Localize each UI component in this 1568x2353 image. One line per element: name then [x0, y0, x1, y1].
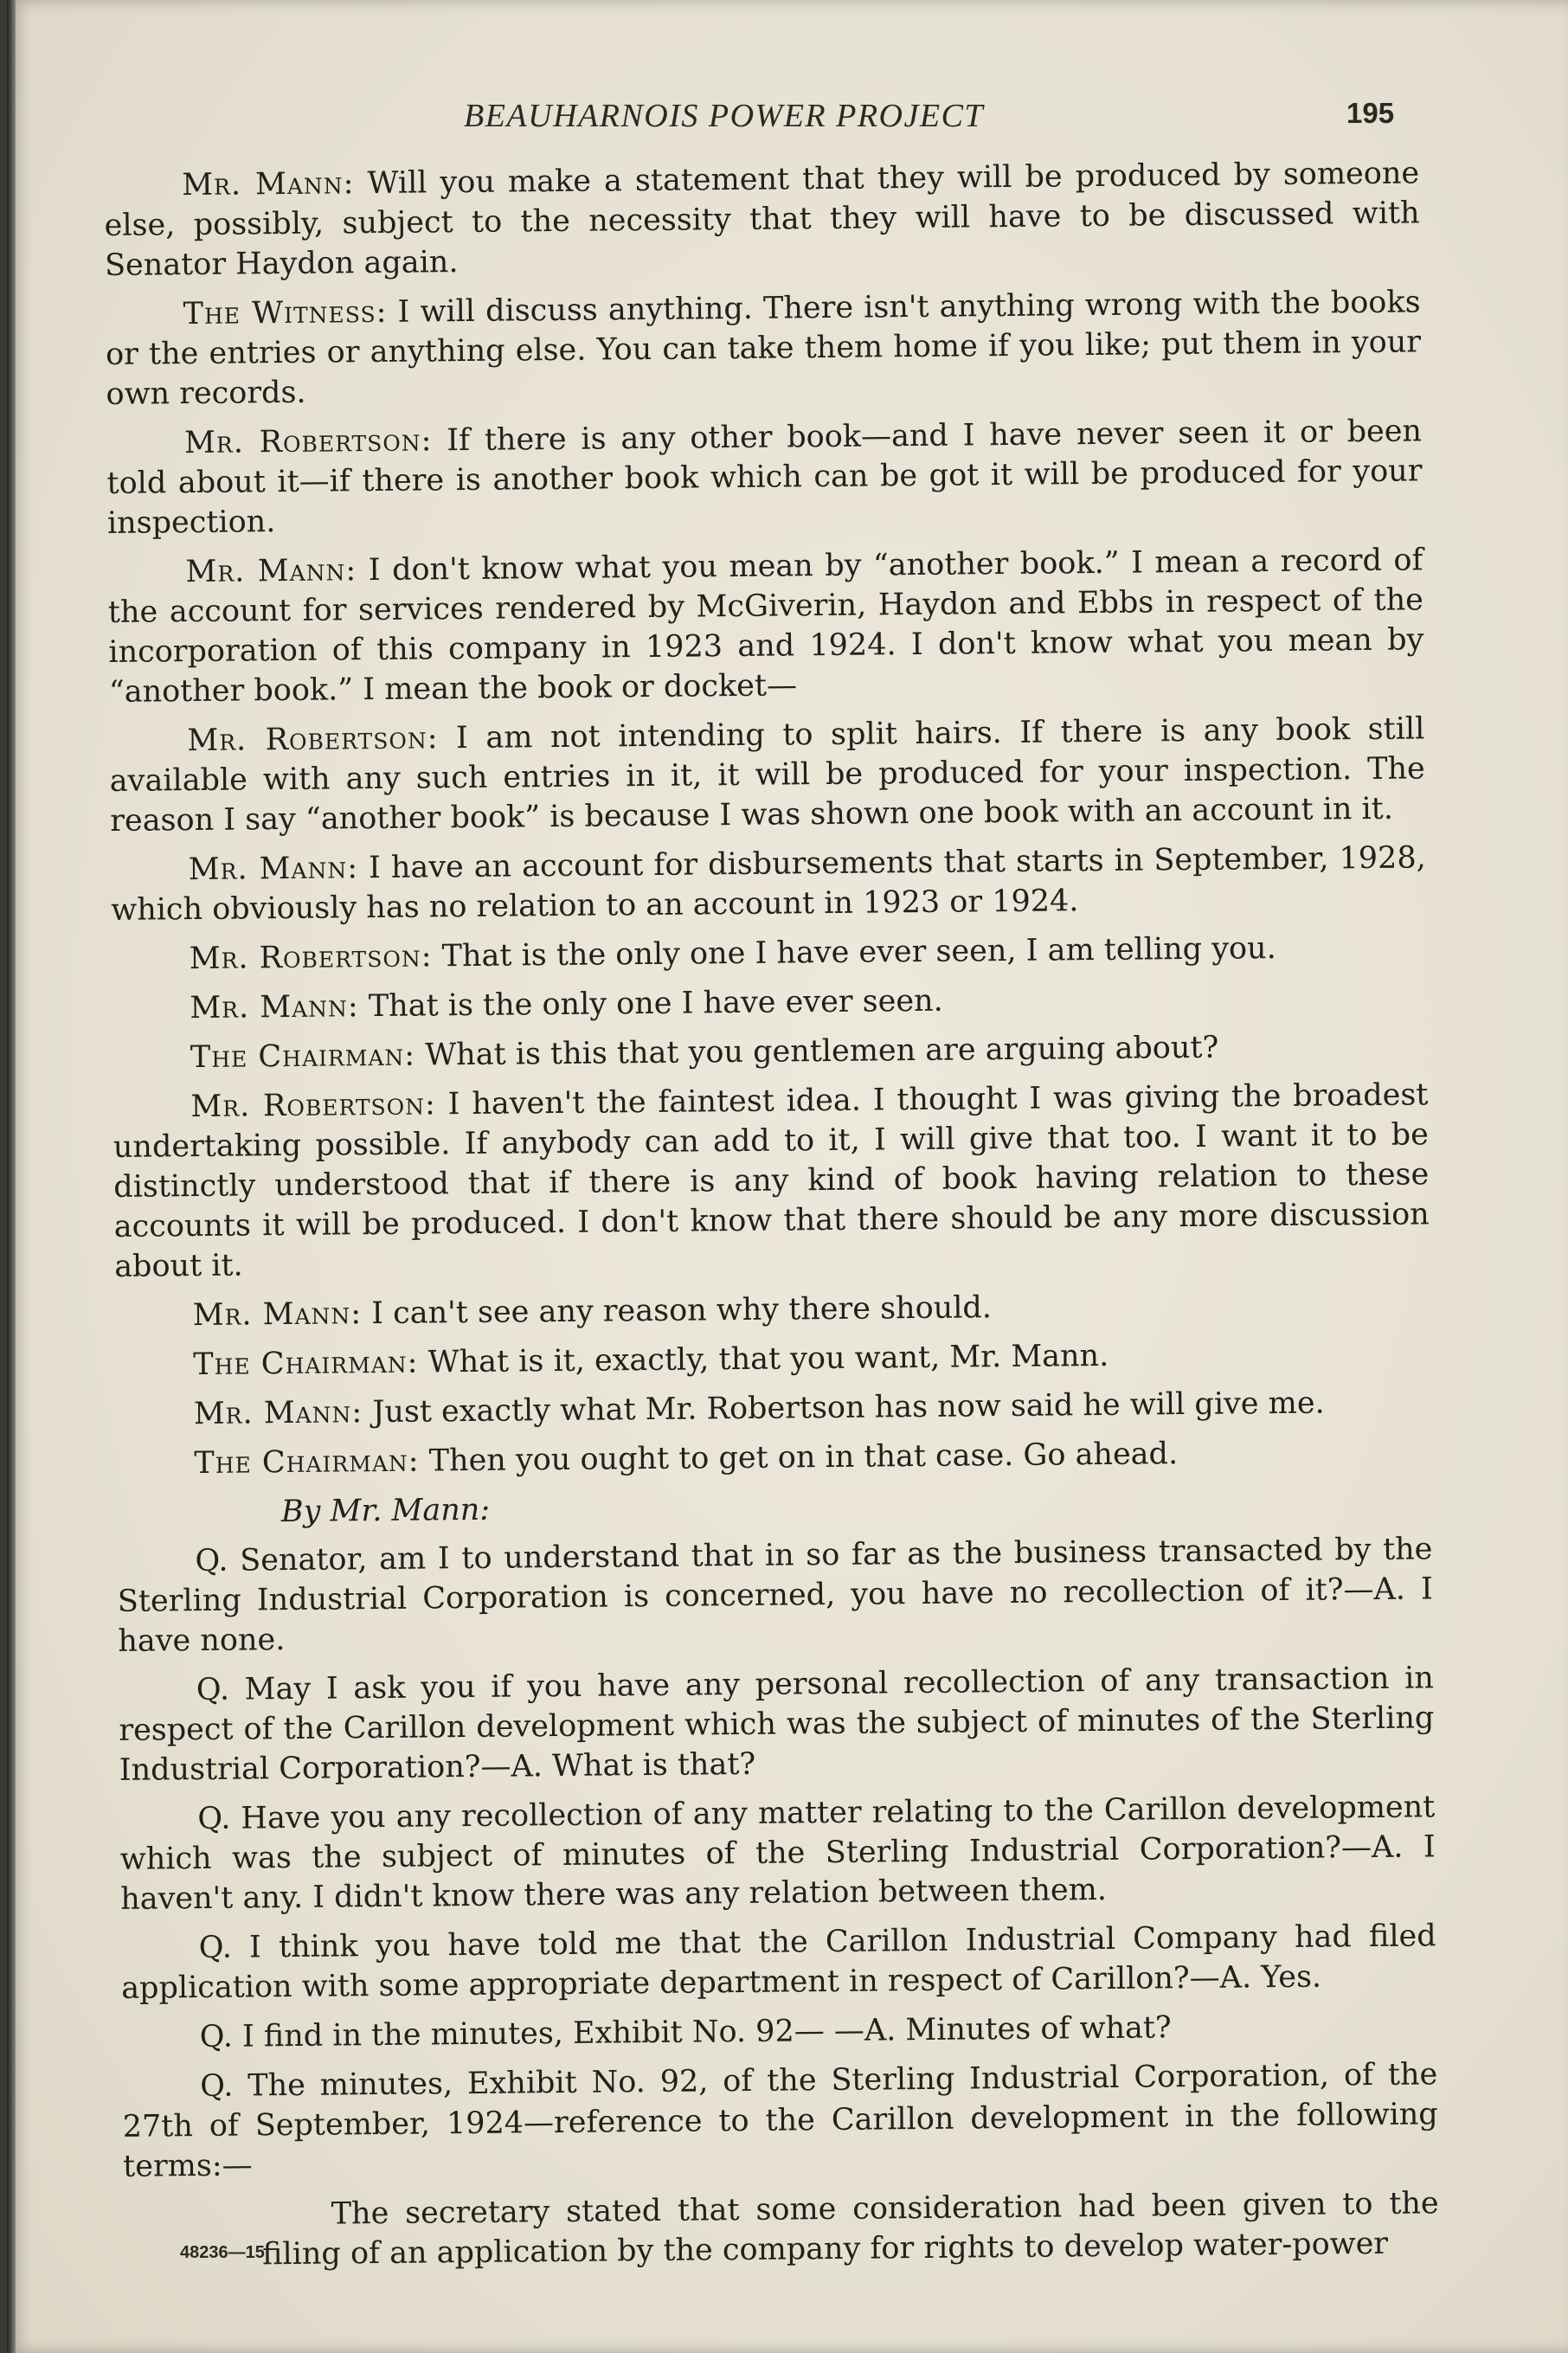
dialogue-text: Will you make a statement that they will be produced by someone else, possibly, subject to the necessity that they will have to be discussed with Senator Haydon again. — [104, 156, 1420, 283]
dialogue-paragraph — [106, 411, 1423, 543]
dialogue-text: What is it, exactly, that you want, Mr. Mann. — [427, 1338, 1109, 1380]
question-answer: Q. I think you have told me that the Carillon Industrial Company had filed application with some appropriate department in respect of Carillon?—A. Yes. — [121, 1919, 1436, 2006]
dialogue-text: I will discuss anything. There isn't anything wrong with the books or the entries or anything else. You can take them home if you like; put them in your own records. — [105, 285, 1422, 412]
dialogue-text: What is this that you gentlemen are arguing about? — [425, 1030, 1219, 1073]
question-answer: Q. I find in the minutes, Exhibit No. 92— —A. Minutes of what? — [199, 2010, 1172, 2055]
speaker-name: Mr. Robertson: — [189, 939, 433, 977]
dialogue-text: I haven't the faintest idea. I thought I was giving the broadest undertaking possible. If anybody can add to it, I will give that too. I want it to be distinctly understood that if there is any kind of book having relation to these accounts it will be produced. I don't know that there should be any more discussion about it. — [112, 1077, 1430, 1284]
running-title: BEAUHARNOIS POWER PROJECT — [464, 98, 985, 134]
speaker-name: The Chairman: — [190, 1038, 416, 1076]
speaker-name: Mr. Mann: — [192, 1296, 363, 1334]
dialogue-text: I am not intending to split hairs. If there is any book still available with any such entries in it, it will be produced for your inspection. The reason I say “another book” is because I was shown one book with an account in it. — [109, 711, 1425, 839]
dialogue-paragraph — [116, 1431, 1431, 1484]
question-answer: Q. May I ask you if you have any personal recollection of any transaction in respect of the Carillon development which was the subject of minutes of the Sterling Industrial Corporation?—A. What is that? — [119, 1661, 1435, 1788]
question-answer: Q. Senator, am I to understand that in so far as the business transacted by the Sterling Industrial Corporation is concerned, you have no recollection of it?—A. I have none. — [117, 1532, 1434, 1659]
page-number: 195 — [1346, 97, 1395, 129]
speaker-name: The Chairman: — [193, 1345, 419, 1383]
dialogue-paragraph — [109, 709, 1425, 841]
print-code: 48236—15 — [180, 2243, 265, 2262]
dialogue-paragraph — [112, 976, 1427, 1029]
examination-byline: By Mr. Mann: — [280, 1492, 491, 1530]
dialogue-paragraph — [112, 927, 1427, 980]
speaker-name: Mr. Robertson: — [190, 1087, 437, 1125]
dialogue-paragraph — [115, 1283, 1430, 1336]
dialogue-text: Then you ought to get on in that case. Go ahead. — [428, 1437, 1179, 1479]
dialogue-text: Just exactly what Mr. Robertson has now said he will give me. — [372, 1385, 1325, 1430]
speaker-name: Mr. Mann: — [188, 851, 359, 888]
dialogue-text: I can't see any reason why there should. — [371, 1290, 993, 1332]
speaker-name: Mr. Mann: — [190, 989, 359, 1026]
dialogue-paragraph — [115, 1333, 1430, 1385]
speaker-name: Mr. Robertson: — [187, 721, 439, 759]
dialogue-text: That is the only one I have ever seen. — [368, 983, 943, 1025]
speaker-name: Mr. Mann: — [185, 553, 357, 590]
speaker-name: Mr. Mann: — [182, 166, 355, 203]
book-spine-shadow — [7, 0, 16, 2353]
dialogue-text: If there is any other book—and I have never seen it or been told about it—if there is another book which can be got it will be produced for your inspection. — [106, 414, 1423, 541]
dialogue-text: I have an account for disbursements that starts in September, 1928, which obviously has no relation to an account in 1923 or 1924. — [111, 840, 1426, 928]
dialogue-text: I don't know what you mean by “another book.” I mean a record of the account for services rendered by McGiverin, Haydon and Ebbs in respect of the incorporation of this company in 1923 and 1924. I don't know what you mean by “another book.” I mean the book or docket— — [107, 543, 1424, 710]
minutes-quotation: The secretary stated that some consideration had been given to the filing of an application by the company for rights to develop water-power — [261, 2186, 1439, 2273]
speaker-name: Mr. Robertson: — [183, 423, 433, 461]
transcript-body — [104, 153, 1439, 2275]
dialogue-paragraph — [112, 1075, 1430, 1287]
speaker-name: The Witness: — [183, 294, 388, 332]
speaker-name: Mr. Mann: — [193, 1395, 363, 1432]
dialogue-text: That is the only one I have ever seen, I am telling you. — [441, 931, 1276, 974]
dialogue-paragraph — [111, 838, 1427, 930]
document-page — [7, 0, 1568, 2353]
dialogue-paragraph — [112, 1025, 1428, 1078]
question-answer: Q. Have you any recollection of any matter relating to the Carillon development which was the subject of minutes of the Sterling Industrial Corporation?—A. I haven't any. I didn't know there was any relation between them. — [119, 1790, 1436, 1917]
dialogue-paragraph — [107, 540, 1424, 712]
dialogue-paragraph — [116, 1382, 1431, 1435]
dialogue-paragraph — [104, 153, 1420, 286]
dialogue-paragraph — [105, 282, 1421, 415]
question-answer: Q. The minutes, Exhibit No. 92, of the Sterling Industrial Corporation, of the 27th of September, 1924—reference to the Carillon development in the following terms:— — [122, 2057, 1438, 2184]
page-header — [7, 97, 1568, 149]
speaker-name: The Chairman: — [194, 1443, 420, 1482]
